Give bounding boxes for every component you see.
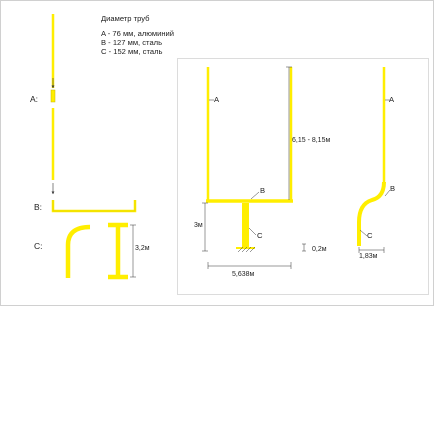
pipe-label-c-side: C bbox=[367, 231, 373, 240]
pipe-label-b-front: B bbox=[260, 186, 266, 195]
legend-item-b: B - 127 мм, сталь bbox=[101, 38, 163, 47]
dim-height-c-left: 3,2м bbox=[135, 245, 150, 252]
legend-item-c: C - 152 мм, сталь bbox=[101, 47, 163, 56]
pipe-b-bracket bbox=[53, 200, 135, 211]
pipe-c-curved bbox=[68, 227, 90, 278]
dim-crossbar-width: 5,638м bbox=[232, 271, 255, 278]
pipe-label-a-front: A bbox=[214, 95, 220, 104]
dim-base-height: 3м bbox=[194, 222, 203, 229]
legend-item-a: A - 76 мм, алюминий bbox=[101, 29, 175, 38]
front-base-post bbox=[242, 203, 249, 248]
dim-offset: 1,83м bbox=[359, 253, 378, 260]
side-curved-support bbox=[359, 182, 384, 246]
pipe-label-b-side: B bbox=[390, 184, 396, 193]
pipe-label-c-front: C bbox=[257, 231, 263, 240]
dim-pipe-gap: 0,2м bbox=[312, 246, 327, 253]
section-label-c: C: bbox=[34, 241, 43, 251]
pipe-a-section bbox=[51, 90, 55, 102]
section-label-a: A: bbox=[30, 94, 39, 104]
pipe-c-ibeam bbox=[108, 225, 128, 277]
pipe-label-a-side: A bbox=[389, 95, 395, 104]
dim-upright-height: 6,15 - 8,15м bbox=[292, 137, 331, 144]
section-label-b: B: bbox=[34, 202, 43, 212]
legend-title: Диаметр труб bbox=[101, 14, 150, 23]
